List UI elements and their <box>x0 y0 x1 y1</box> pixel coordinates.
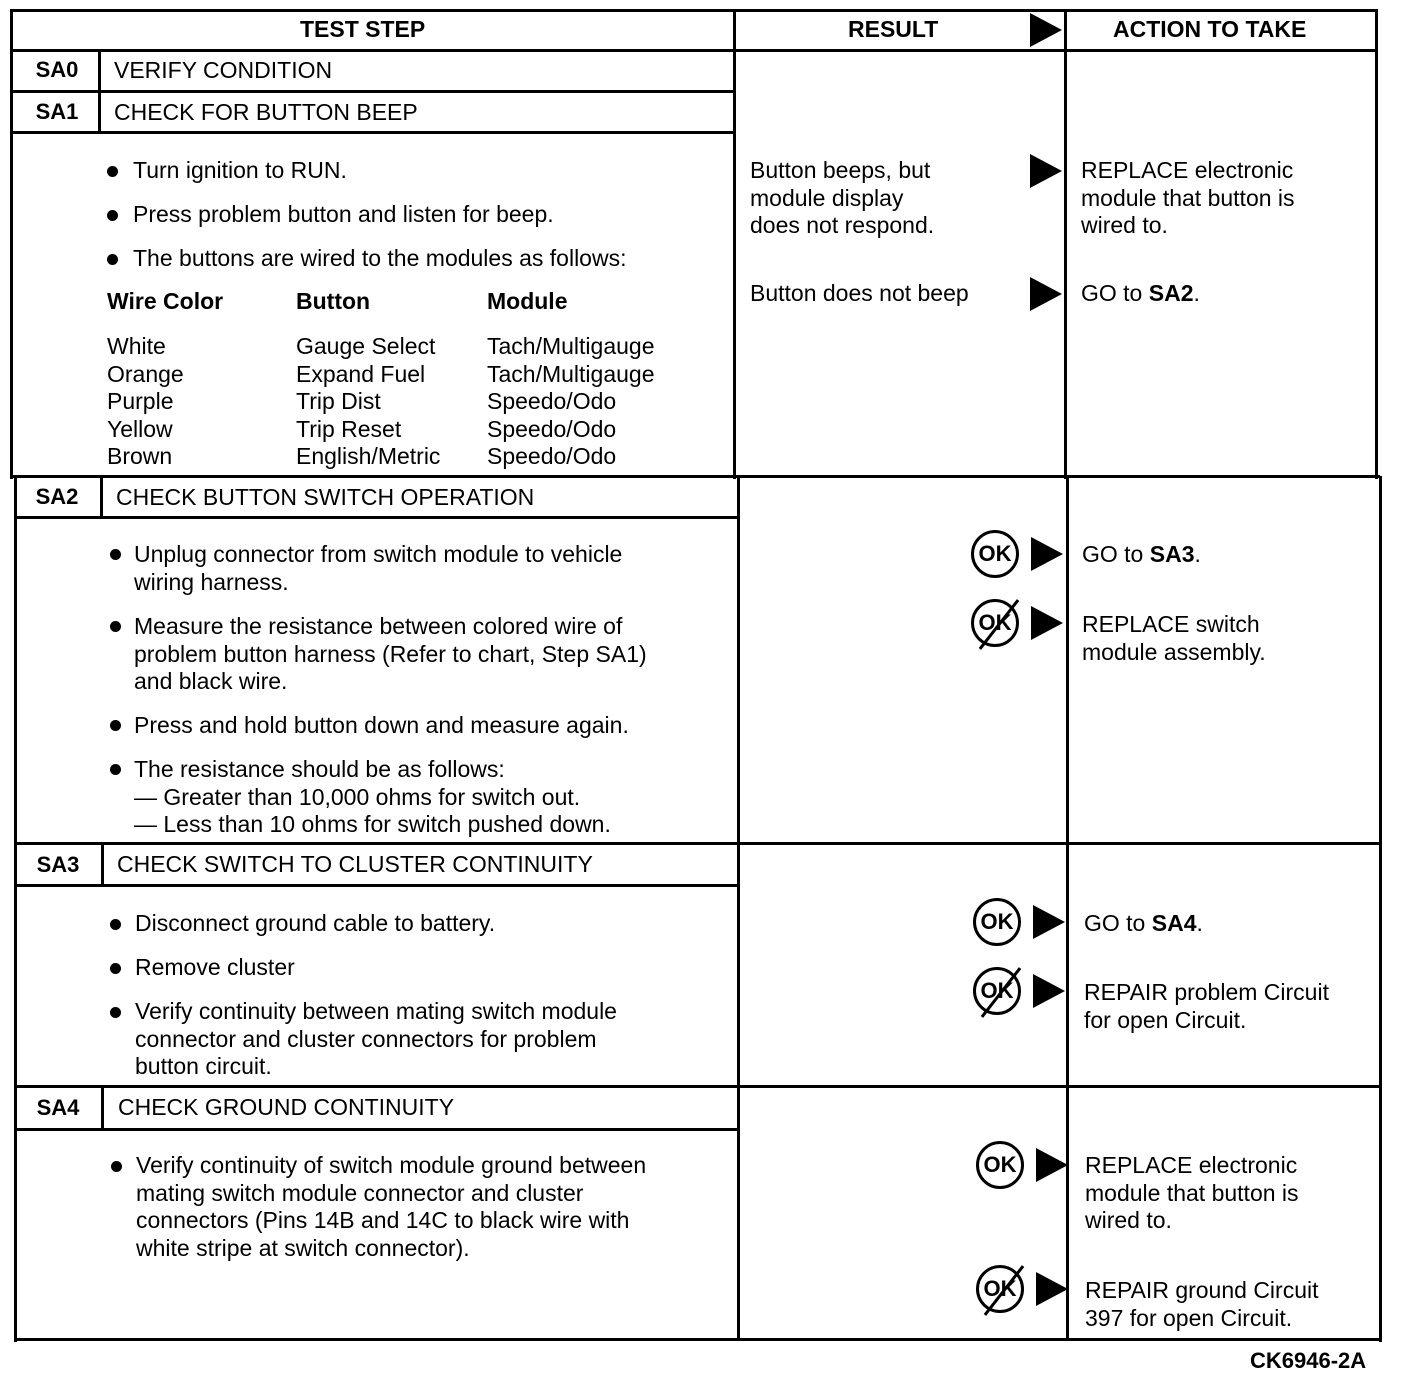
arrow-icon <box>1033 905 1065 939</box>
sa3-action-1 <box>1084 910 1203 938</box>
step-title-sa4: CHECK GROUND CONTINUITY <box>118 1094 455 1120</box>
step-title-sa0: VERIFY CONDITION <box>114 57 333 83</box>
table-cell: English/Metric <box>296 443 441 469</box>
table-cell: Gauge Select <box>296 333 436 359</box>
bullet-icon <box>110 919 121 930</box>
sa3-action-2: REPAIR problem Circuit for open Circuit. <box>1084 979 1329 1033</box>
not-ok-icon: OK <box>973 967 1021 1015</box>
action-suffix: . <box>1193 280 1200 306</box>
sa1-action-1: REPLACE electronic module that button is wired to. <box>1081 157 1295 238</box>
sa2-bullet-2: Measure the resistance between colored wire of problem button harness (Refer to chart, Step SA1) and black wire. <box>134 613 647 694</box>
bullet-icon <box>111 1161 122 1172</box>
table-cell: Yellow <box>107 415 173 442</box>
sa4-bullet-1: Verify continuity of switch module ground between mating switch module connector and cluster connectors (Pins 14B and 14C to black wire with white stripe at switch connector). <box>136 1152 647 1261</box>
wire-table-header-module: Module <box>487 288 568 314</box>
sa1-bullet-3: The buttons are wired to the modules as follows: <box>133 245 627 271</box>
table-cell: Purple <box>107 388 174 414</box>
wire-table-col-button <box>296 333 440 471</box>
step-title-sa2: CHECK BUTTON SWITCH OPERATION <box>116 484 535 510</box>
sa3-bullet-2: Remove cluster <box>135 954 295 980</box>
arrow-icon <box>1033 974 1065 1008</box>
arrow-icon <box>1030 154 1062 188</box>
bullet-icon <box>107 210 118 221</box>
table-cell: Trip Reset <box>296 415 402 442</box>
action-step-link: SA4 <box>1151 910 1197 936</box>
arrow-icon <box>1036 1148 1068 1182</box>
wire-table-col-module <box>487 333 655 471</box>
table-cell: Orange <box>107 360 184 387</box>
header-result: RESULT <box>848 16 939 42</box>
arrow-icon <box>1031 606 1063 640</box>
bullet-icon <box>110 963 121 974</box>
bullet-icon <box>107 166 118 177</box>
bullet-icon <box>110 720 121 731</box>
action-step-link: SA2 <box>1148 280 1194 306</box>
sa4-action-2: REPAIR ground Circuit 397 for open Circuit. <box>1085 1277 1319 1331</box>
table-cell: Tach/Multigauge <box>487 360 655 387</box>
bullet-icon <box>110 549 121 560</box>
sa2-bullet-3: Press and hold button down and measure again. <box>134 712 629 738</box>
step-title-sa1: CHECK FOR BUTTON BEEP <box>114 99 418 125</box>
sa4-action-1: REPLACE electronic module that button is wired to. <box>1085 1152 1299 1233</box>
not-ok-icon: OK <box>971 599 1019 647</box>
sa1-result-2: Button does not beep <box>750 280 969 306</box>
step-code-sa0: SA0 <box>35 57 79 82</box>
action-suffix: . <box>1196 910 1203 936</box>
figure-id: CK6946-2A <box>1250 1348 1367 1373</box>
step-code-sa4: SA4 <box>36 1095 80 1120</box>
sa1-action-2 <box>1081 280 1200 308</box>
arrow-icon <box>1036 1272 1068 1306</box>
bullet-icon <box>107 254 118 265</box>
wire-table-col-color <box>107 333 184 471</box>
bullet-icon <box>110 621 121 632</box>
sa2-action-2: REPLACE switch module assembly. <box>1082 611 1266 665</box>
sa1-result-1: Button beeps, but module display does not respond. <box>750 157 935 238</box>
step-title-sa3: CHECK SWITCH TO CLUSTER CONTINUITY <box>117 851 593 877</box>
bullet-icon <box>110 1007 121 1018</box>
table-cell: Expand Fuel <box>296 360 426 387</box>
ok-icon: OK <box>973 898 1021 946</box>
sa2-bullet-4: The resistance should be as follows: — Greater than 10,000 ohms for switch out. — Less than 10 ohms for switch pushed down. <box>134 756 611 837</box>
header-test-step: TEST STEP <box>300 16 426 42</box>
header-arrow-icon <box>1030 13 1062 47</box>
sa2-bullet-1: Unplug connector from switch module to vehicle wiring harness. <box>134 541 623 595</box>
step-code-sa2: SA2 <box>35 484 79 509</box>
wire-table-header-color: Wire Color <box>107 288 224 314</box>
sa2-action-1 <box>1082 541 1201 569</box>
action-prefix: GO to <box>1081 280 1149 306</box>
ok-icon: OK <box>976 1141 1024 1189</box>
table-cell: Trip Dist <box>296 388 381 414</box>
step-code-sa3: SA3 <box>36 852 80 877</box>
sa1-bullet-1: Turn ignition to RUN. <box>133 157 347 183</box>
arrow-icon <box>1030 277 1062 311</box>
header-action: ACTION TO TAKE <box>1113 16 1307 42</box>
table-cell: Brown <box>107 443 173 469</box>
wire-table-header-button: Button <box>296 288 371 314</box>
table-cell: White <box>107 333 166 359</box>
table-cell: Tach/Multigauge <box>487 333 655 359</box>
table-cell: Speedo/Odo <box>487 415 617 442</box>
table-cell: Speedo/Odo <box>487 388 617 414</box>
sa3-bullet-3: Verify continuity between mating switch module connector and cluster connectors for problem button circuit. <box>135 998 617 1079</box>
bullet-icon <box>110 764 121 775</box>
table-cell: Speedo/Odo <box>487 443 617 469</box>
sa1-bullet-2: Press problem button and listen for beep. <box>133 201 554 227</box>
action-prefix: GO to <box>1082 541 1150 567</box>
action-suffix: . <box>1194 541 1201 567</box>
ok-icon: OK <box>971 530 1019 578</box>
not-ok-icon: OK <box>976 1265 1024 1313</box>
action-prefix: GO to <box>1084 910 1152 936</box>
arrow-icon <box>1031 537 1063 571</box>
step-code-sa1: SA1 <box>35 99 79 124</box>
sa3-bullet-1: Disconnect ground cable to battery. <box>135 910 496 936</box>
action-step-link: SA3 <box>1149 541 1195 567</box>
